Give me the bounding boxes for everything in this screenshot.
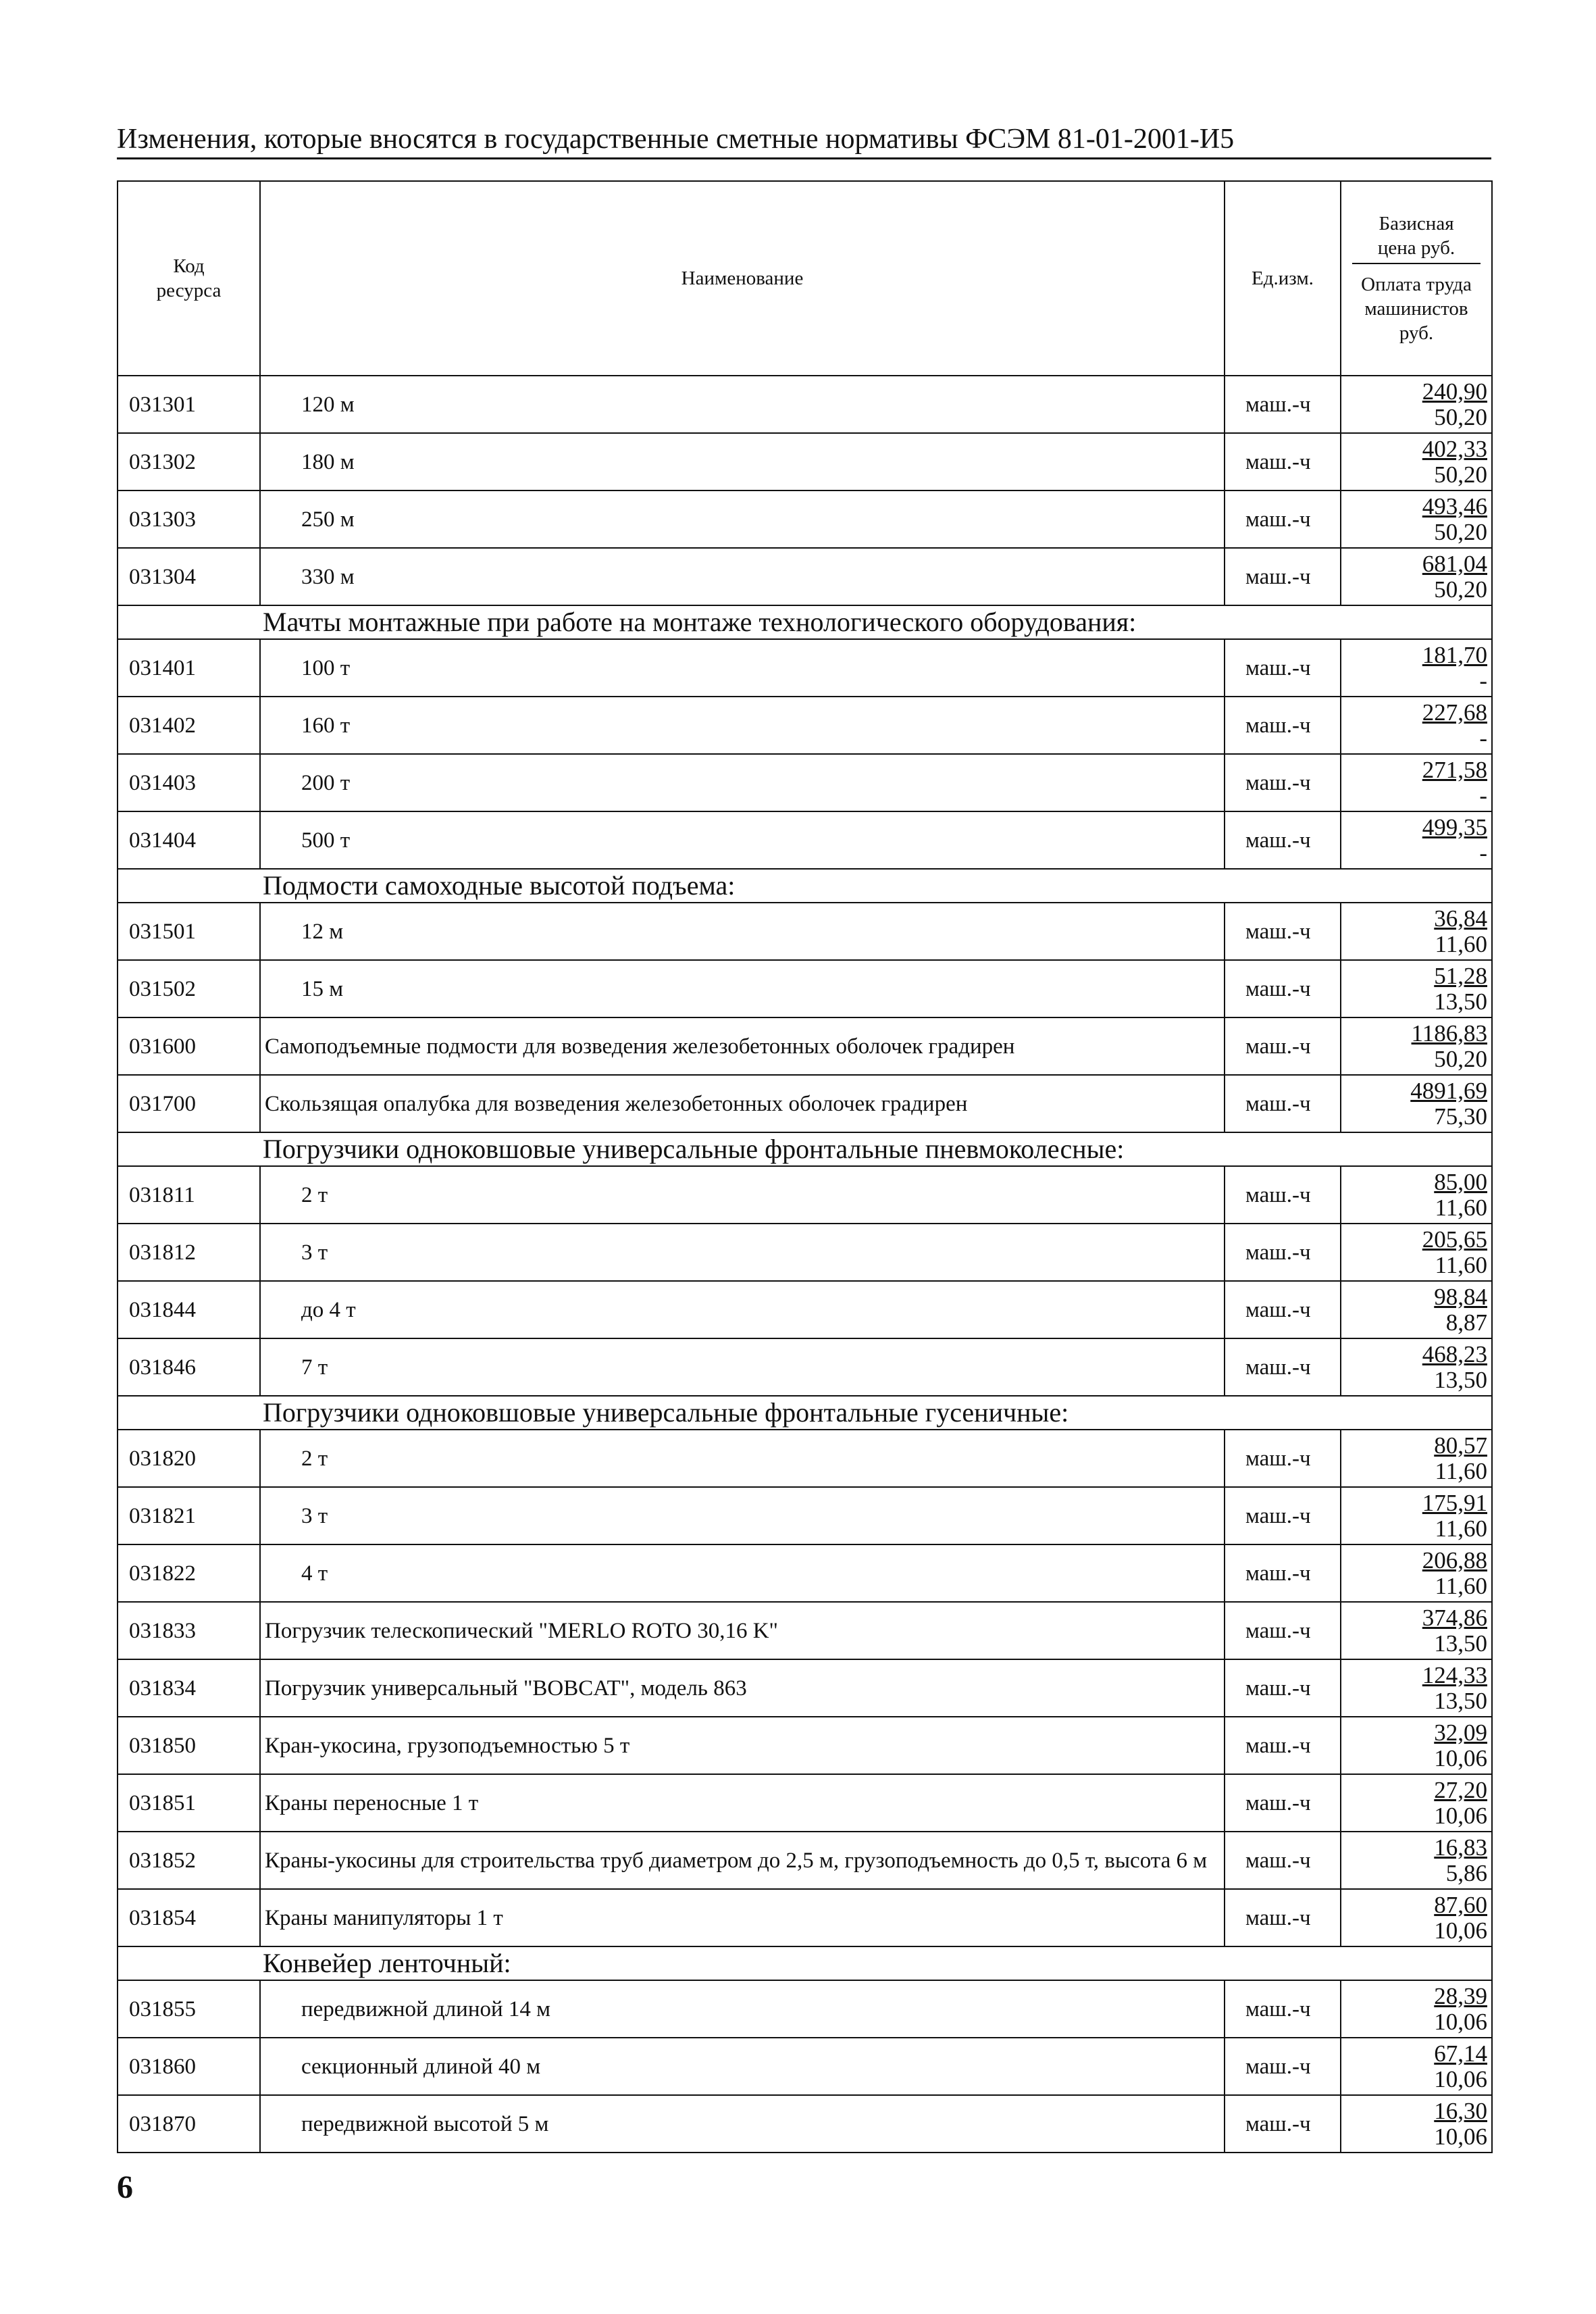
section-spacer	[1341, 1946, 1492, 1980]
section-spacer	[1341, 869, 1492, 903]
operator-wage: 10,06	[1434, 1917, 1487, 1944]
section-title	[260, 1946, 1341, 1980]
resource-code: 031502	[118, 960, 260, 1017]
unit-cell: маш.-ч	[1225, 376, 1341, 433]
header-price	[1341, 181, 1492, 376]
table-row	[118, 1889, 1492, 1946]
resource-name: 12 м	[260, 903, 1225, 960]
resource-code: 031834	[118, 1659, 260, 1717]
resource-code: 031302	[118, 433, 260, 491]
price-cell	[1341, 2038, 1492, 2095]
price-cell	[1341, 1487, 1492, 1544]
resource-name: 7 т	[260, 1338, 1225, 1396]
resource-code: 031501	[118, 903, 260, 960]
resource-code: 031821	[118, 1487, 260, 1544]
header-price-top: Базисная цена руб.	[1377, 213, 1456, 259]
base-price: 227,68	[1422, 699, 1487, 726]
section-spacer	[118, 1946, 260, 1980]
resource-name: 100 т	[260, 639, 1225, 697]
price-cell	[1341, 1430, 1492, 1487]
resource-code: 031303	[118, 491, 260, 548]
table-row	[118, 811, 1492, 869]
base-price: 32,09	[1434, 1719, 1487, 1746]
operator-wage: 11,60	[1435, 1515, 1487, 1542]
table-row	[118, 1017, 1492, 1075]
resource-name: Самоподъемные подмости для возведения железобетонных оболочек градирен	[260, 1017, 1225, 1075]
page-header: Изменения, которые вносятся в государственные сметные нормативы ФСЭМ 81-01-2001-И5	[117, 124, 1235, 155]
resource-name: 3 т	[260, 1224, 1225, 1281]
price-cell	[1341, 1281, 1492, 1338]
resource-name: до 4 т	[260, 1281, 1225, 1338]
unit-cell: маш.-ч	[1225, 1544, 1341, 1602]
unit-cell: маш.-ч	[1225, 1889, 1341, 1946]
price-cell	[1341, 1338, 1492, 1396]
section-title-text: Мачты монтажные при работе на монтаже технологического оборудования:	[263, 607, 1137, 637]
resource-name: 4 т	[260, 1544, 1225, 1602]
base-price: 374,86	[1422, 1604, 1487, 1631]
resource-code: 031850	[118, 1717, 260, 1774]
resource-name: Кран-укосина, грузоподъемностью 5 т	[260, 1717, 1225, 1774]
operator-wage: 13,50	[1434, 1687, 1487, 1714]
section-spacer	[118, 869, 260, 903]
base-price: 16,83	[1434, 1834, 1487, 1861]
operator-wage: 50,20	[1434, 1045, 1487, 1072]
operator-wage: 13,50	[1434, 1630, 1487, 1657]
section-spacer	[118, 1132, 260, 1166]
base-price: 205,65	[1422, 1226, 1487, 1253]
price-cell	[1341, 1889, 1492, 1946]
unit-cell: маш.-ч	[1225, 1774, 1341, 1832]
unit-cell: маш.-ч	[1225, 1659, 1341, 1717]
header-unit: Ед.изм.	[1225, 181, 1341, 376]
table-row	[118, 1980, 1492, 2038]
price-cell	[1341, 1832, 1492, 1889]
table-row	[118, 2038, 1492, 2095]
header-rule	[117, 157, 1491, 159]
operator-wage: 10,06	[1434, 1802, 1487, 1829]
table-row	[118, 1224, 1492, 1281]
base-price: 85,00	[1434, 1168, 1487, 1195]
operator-wage: 75,30	[1434, 1103, 1487, 1130]
resource-code: 031301	[118, 376, 260, 433]
unit-cell: маш.-ч	[1225, 903, 1341, 960]
price-cell	[1341, 1075, 1492, 1132]
section-spacer	[118, 1396, 260, 1430]
resource-name: 15 м	[260, 960, 1225, 1017]
resource-name: 2 т	[260, 1166, 1225, 1224]
resource-code: 031851	[118, 1774, 260, 1832]
unit-cell: маш.-ч	[1225, 754, 1341, 811]
price-cell	[1341, 639, 1492, 697]
resource-name: 160 т	[260, 697, 1225, 754]
resource-code: 031860	[118, 2038, 260, 2095]
table-row	[118, 639, 1492, 697]
base-price: 98,84	[1434, 1283, 1487, 1310]
table-row	[118, 1430, 1492, 1487]
base-price: 80,57	[1434, 1432, 1487, 1459]
operator-wage: 50,20	[1434, 403, 1487, 430]
operator-wage: 5,86	[1445, 1859, 1487, 1886]
price-cell	[1341, 1717, 1492, 1774]
operator-wage: 11,60	[1435, 1457, 1487, 1484]
operator-wage: 10,06	[1434, 2123, 1487, 2150]
resource-code: 031700	[118, 1075, 260, 1132]
operator-wage: 50,20	[1434, 576, 1487, 603]
operator-wage: 10,06	[1434, 2008, 1487, 2035]
price-cell	[1341, 1980, 1492, 2038]
unit-cell: маш.-ч	[1225, 1487, 1341, 1544]
unit-cell: маш.-ч	[1225, 1338, 1341, 1396]
section-title-text: Погрузчики одноковшовые универсальные фронтальные гусеничные:	[263, 1397, 1069, 1428]
table-row	[118, 548, 1492, 605]
unit-cell: маш.-ч	[1225, 1980, 1341, 2038]
price-cell	[1341, 548, 1492, 605]
unit-cell: маш.-ч	[1225, 1832, 1341, 1889]
table-row	[118, 1281, 1492, 1338]
resource-name: Краны переносные 1 т	[260, 1774, 1225, 1832]
table-row	[118, 1717, 1492, 1774]
resource-code: 031811	[118, 1166, 260, 1224]
base-price: 4891,69	[1410, 1077, 1487, 1104]
norms-table	[117, 180, 1493, 2153]
section-title-text: Конвейер ленточный:	[263, 1948, 511, 1978]
resource-code: 031404	[118, 811, 260, 869]
price-cell	[1341, 1224, 1492, 1281]
base-price: 493,46	[1422, 493, 1487, 520]
resource-name: секционный длиной 40 м	[260, 2038, 1225, 2095]
table-row	[118, 1487, 1492, 1544]
unit-cell: маш.-ч	[1225, 1281, 1341, 1338]
operator-wage: 10,06	[1434, 1744, 1487, 1771]
price-cell	[1341, 376, 1492, 433]
operator-wage: 50,20	[1434, 461, 1487, 488]
base-price: 175,91	[1422, 1489, 1487, 1516]
resource-name: Краны-укосины для строительства труб диаметром до 2,5 м, грузоподъемность до 0,5 т, высота 6 м	[260, 1832, 1225, 1889]
section-spacer	[118, 605, 260, 639]
base-price: 67,14	[1434, 2040, 1487, 2067]
unit-cell: маш.-ч	[1225, 639, 1341, 697]
unit-cell: маш.-ч	[1225, 1430, 1341, 1487]
unit-cell: маш.-ч	[1225, 2095, 1341, 2153]
price-cell	[1341, 2095, 1492, 2153]
table-row	[118, 1659, 1492, 1717]
section-title	[260, 605, 1341, 639]
section-spacer	[1341, 605, 1492, 639]
price-cell	[1341, 960, 1492, 1017]
unit-cell: маш.-ч	[1225, 2038, 1341, 2095]
unit-cell: маш.-ч	[1225, 548, 1341, 605]
resource-name: 2 т	[260, 1430, 1225, 1487]
operator-wage: 13,50	[1434, 1366, 1487, 1393]
base-price: 16,30	[1434, 2097, 1487, 2124]
table-row	[118, 2095, 1492, 2153]
table-row	[118, 433, 1492, 491]
section-spacer	[1341, 1396, 1492, 1430]
resource-name: 180 м	[260, 433, 1225, 491]
base-price: 206,88	[1422, 1546, 1487, 1574]
table-row	[118, 1075, 1492, 1132]
base-price: 271,58	[1422, 756, 1487, 783]
base-price: 87,60	[1434, 1891, 1487, 1918]
resource-name: Погрузчик телескопический "MERLO ROTO 30,16 K"	[260, 1602, 1225, 1659]
base-price: 240,90	[1422, 378, 1487, 405]
table-row	[118, 1832, 1492, 1889]
operator-wage: 11,60	[1435, 1251, 1487, 1278]
resource-name: Краны манипуляторы 1 т	[260, 1889, 1225, 1946]
header-price-divider	[1352, 263, 1481, 264]
base-price: 28,39	[1434, 1982, 1487, 2009]
operator-wage: 13,50	[1434, 988, 1487, 1015]
operator-wage: -	[1479, 667, 1487, 694]
table-row	[118, 960, 1492, 1017]
resource-name: передвижной длиной 14 м	[260, 1980, 1225, 2038]
resource-name: 330 м	[260, 548, 1225, 605]
resource-code: 031402	[118, 697, 260, 754]
table-row	[118, 1166, 1492, 1224]
operator-wage: -	[1479, 782, 1487, 809]
price-cell	[1341, 903, 1492, 960]
section-row	[118, 1396, 1492, 1430]
price-cell	[1341, 1602, 1492, 1659]
base-price: 27,20	[1434, 1776, 1487, 1803]
resource-name: Погрузчик универсальный "BOBCAT", модель 863	[260, 1659, 1225, 1717]
resource-name: передвижной высотой 5 м	[260, 2095, 1225, 2153]
unit-cell: маш.-ч	[1225, 1017, 1341, 1075]
section-title-text: Погрузчики одноковшовые универсальные фронтальные пневмоколесные:	[263, 1134, 1125, 1164]
resource-name: Скользящая опалубка для возведения железобетонных оболочек градирен	[260, 1075, 1225, 1132]
resource-code: 031844	[118, 1281, 260, 1338]
table-row	[118, 903, 1492, 960]
section-spacer	[1341, 1132, 1492, 1166]
unit-cell: маш.-ч	[1225, 1224, 1341, 1281]
resource-code: 031846	[118, 1338, 260, 1396]
page-number: 6	[117, 2169, 133, 2205]
section-title	[260, 1396, 1341, 1430]
section-title-text: Подмости самоходные высотой подъема:	[263, 870, 736, 901]
operator-wage: -	[1479, 724, 1487, 751]
price-cell	[1341, 1774, 1492, 1832]
resource-code: 031833	[118, 1602, 260, 1659]
resource-code: 031403	[118, 754, 260, 811]
base-price: 402,33	[1422, 435, 1487, 462]
section-row	[118, 1132, 1492, 1166]
base-price: 36,84	[1434, 905, 1487, 932]
operator-wage: 11,60	[1435, 1194, 1487, 1221]
table-row	[118, 697, 1492, 754]
unit-cell: маш.-ч	[1225, 1717, 1341, 1774]
section-title	[260, 869, 1341, 903]
resource-code: 031822	[118, 1544, 260, 1602]
base-price: 681,04	[1422, 550, 1487, 577]
resource-code: 031852	[118, 1832, 260, 1889]
operator-wage: 11,60	[1435, 1572, 1487, 1599]
unit-cell: маш.-ч	[1225, 1166, 1341, 1224]
table-row	[118, 491, 1492, 548]
resource-name: 120 м	[260, 376, 1225, 433]
section-row	[118, 605, 1492, 639]
operator-wage: -	[1479, 839, 1487, 866]
table-row	[118, 754, 1492, 811]
price-cell	[1341, 491, 1492, 548]
unit-cell: маш.-ч	[1225, 697, 1341, 754]
table-row	[118, 1338, 1492, 1396]
unit-cell: маш.-ч	[1225, 491, 1341, 548]
table-row	[118, 1602, 1492, 1659]
price-cell	[1341, 697, 1492, 754]
base-price: 499,35	[1422, 813, 1487, 840]
price-cell	[1341, 1659, 1492, 1717]
section-row	[118, 869, 1492, 903]
price-cell	[1341, 1544, 1492, 1602]
section-row	[118, 1946, 1492, 1980]
price-cell	[1341, 433, 1492, 491]
resource-code: 031870	[118, 2095, 260, 2153]
resource-name: 200 т	[260, 754, 1225, 811]
table-row	[118, 376, 1492, 433]
operator-wage: 11,60	[1435, 930, 1487, 957]
unit-cell: маш.-ч	[1225, 960, 1341, 1017]
price-cell	[1341, 811, 1492, 869]
base-price: 1186,83	[1411, 1020, 1487, 1047]
resource-code: 031855	[118, 1980, 260, 2038]
table-row	[118, 1774, 1492, 1832]
base-price: 468,23	[1422, 1340, 1487, 1367]
header-code: Код ресурса	[118, 181, 260, 376]
price-cell	[1341, 1166, 1492, 1224]
base-price: 124,33	[1422, 1661, 1487, 1688]
unit-cell: маш.-ч	[1225, 1602, 1341, 1659]
section-title	[260, 1132, 1341, 1166]
base-price: 51,28	[1434, 962, 1487, 989]
unit-cell: маш.-ч	[1225, 433, 1341, 491]
resource-code: 031304	[118, 548, 260, 605]
operator-wage: 50,20	[1434, 518, 1487, 545]
table-header-row	[118, 181, 1492, 376]
resource-code: 031812	[118, 1224, 260, 1281]
resource-name: 250 м	[260, 491, 1225, 548]
resource-name: 500 т	[260, 811, 1225, 869]
unit-cell: маш.-ч	[1225, 1075, 1341, 1132]
operator-wage: 8,87	[1445, 1309, 1487, 1336]
resource-code: 031600	[118, 1017, 260, 1075]
header-price-bottom: Оплата труда машинистов руб.	[1361, 274, 1472, 344]
unit-cell: маш.-ч	[1225, 811, 1341, 869]
resource-code: 031401	[118, 639, 260, 697]
resource-name: 3 т	[260, 1487, 1225, 1544]
price-cell	[1341, 754, 1492, 811]
operator-wage: 10,06	[1434, 2065, 1487, 2092]
base-price: 181,70	[1422, 641, 1487, 668]
price-cell	[1341, 1017, 1492, 1075]
table-row	[118, 1544, 1492, 1602]
resource-code: 031820	[118, 1430, 260, 1487]
header-name: Наименование	[260, 181, 1225, 376]
resource-code: 031854	[118, 1889, 260, 1946]
